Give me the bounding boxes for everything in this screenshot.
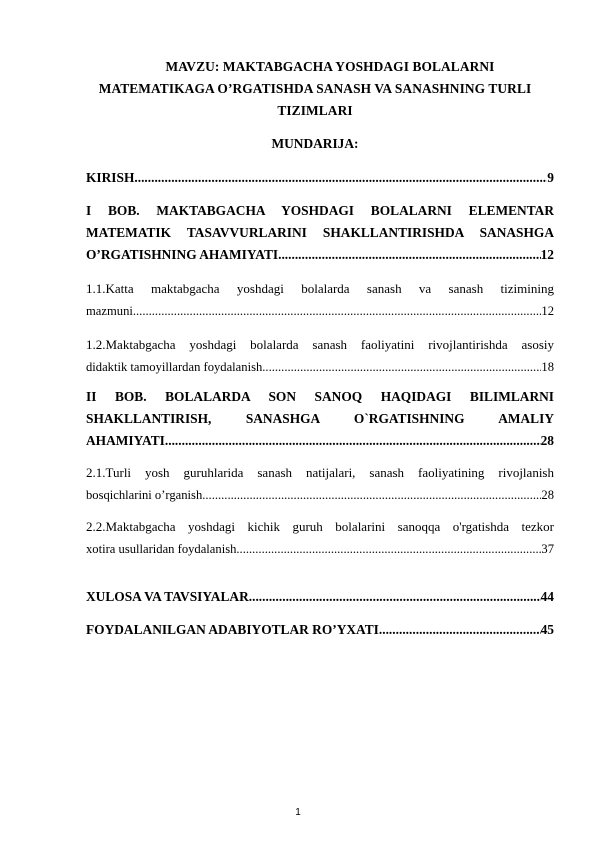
toc-entry-text: xotira usullaridan foydalanish — [86, 542, 237, 556]
toc-dot-leader — [133, 300, 542, 322]
toc-entry-text: XULOSA VA TAVSIYALAR — [86, 589, 249, 604]
toc-leader-line — [86, 538, 554, 560]
toc-entry-kirish[interactable] — [86, 167, 554, 189]
page-number-footer: 1 — [295, 807, 301, 818]
toc-page-number: 18 — [541, 360, 554, 374]
title-line-1: MAVZU: MAKTABGACHA YOSHDAGI BOLALARNI — [165, 59, 495, 74]
toc-entry-section-1-1[interactable] — [86, 278, 554, 322]
toc-dot-leader — [262, 356, 541, 378]
toc-page-number: 28 — [540, 433, 554, 448]
toc-leader-line — [86, 619, 554, 641]
toc-leader-line — [86, 356, 554, 378]
toc-entry-section-2-2[interactable] — [86, 516, 554, 560]
toc-page-number: 37 — [541, 542, 554, 556]
toc-leader-line — [86, 484, 554, 506]
toc-entry-line: 2.1.Turli yosh guruhlarida sanash natijalari, sanash faoliyatining rivojlanish — [86, 465, 554, 480]
toc-entry-chapter-1[interactable] — [86, 200, 554, 266]
contents-heading: MUNDARIJA: — [271, 136, 359, 151]
toc-page-number: 44 — [540, 589, 554, 604]
toc-dot-leader — [236, 538, 541, 560]
toc-leader-line — [86, 244, 554, 266]
toc-entry-text: bosqichlarini o’rganish — [86, 488, 203, 502]
toc-entry-line: 2.2.Maktabgacha yoshdagi kichik guruh bolalarini sanoqqa o'rgatishda tezkor — [86, 519, 554, 534]
toc-leader-line — [86, 430, 554, 452]
toc-entry-text: FOYDALANILGAN ADABIYOTLAR RO’YXATI — [86, 622, 379, 637]
document-title — [80, 56, 550, 122]
toc-entry-text: KIRISH — [86, 170, 135, 185]
toc-entry-chapter-2[interactable] — [86, 386, 554, 452]
title-line-3: TIZIMLARI — [277, 103, 353, 118]
toc-page-number: 12 — [540, 247, 554, 262]
toc-page-number: 12 — [541, 304, 554, 318]
toc-entry-text: AHAMIYATI — [86, 433, 165, 448]
toc-entry-line: 1.2.Maktabgacha yoshdagi bolalarda sanash faoliyatini rivojlantirishda asosiy — [86, 337, 554, 352]
toc-entry-conclusion[interactable] — [86, 586, 554, 608]
toc-entry-text: didaktik tamoyillardan foydalanish — [86, 360, 263, 374]
toc-dot-leader — [165, 430, 541, 452]
toc-entry-section-2-1[interactable] — [86, 462, 554, 506]
toc-dot-leader — [379, 619, 541, 641]
toc-dot-leader — [202, 484, 541, 506]
toc-entry-line: 1.1.Katta maktabgacha yoshdagi bolalarda sanash va sanash tizimining — [86, 281, 554, 296]
toc-page-number: 28 — [541, 488, 554, 502]
toc-entry-references[interactable] — [86, 619, 554, 641]
toc-leader-line — [86, 167, 554, 189]
toc-entry-line: SHAKLLANTIRISH, SANASHGA O`RGATISHNING AMALIY — [86, 411, 554, 426]
toc-entry-text: mazmuni — [86, 304, 133, 318]
toc-leader-line — [86, 300, 554, 322]
toc-dot-leader — [249, 586, 541, 608]
toc-entry-line: MATEMATIK TASAVVURLARINI SHAKLLANTIRISHDA SANASHGA — [86, 225, 554, 240]
toc-entry-line: I BOB. MAKTABGACHA YOSHDAGI BOLALARNI ELEMENTAR — [86, 203, 554, 218]
toc-page-number: 9 — [547, 170, 554, 185]
toc-leader-line — [86, 586, 554, 608]
title-line-2: MATEMATIKAGA O’RGATISHDA SANASH VA SANASHNING TURLI — [98, 81, 532, 96]
toc-entry-text: O’RGATISHNING AHAMIYATI — [86, 247, 279, 262]
toc-entry-section-1-2[interactable] — [86, 334, 554, 378]
toc-dot-leader — [134, 167, 547, 189]
toc-page-number: 45 — [540, 622, 554, 637]
toc-dot-leader — [278, 244, 541, 266]
toc-entry-line: II BOB. BOLALARDA SON SANOQ HAQIDAGI BILIMLARNI — [86, 389, 554, 404]
